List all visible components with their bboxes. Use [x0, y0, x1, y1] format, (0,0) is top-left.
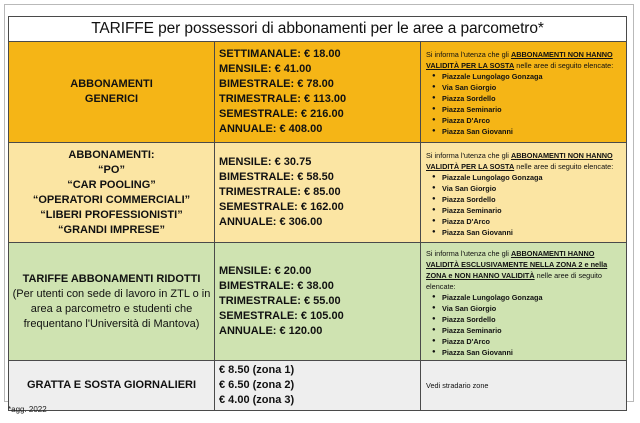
tariff-table: [8, 16, 627, 411]
table-row-special: [9, 143, 627, 243]
row-sub-line: area a parcometro e studenti che: [30, 302, 193, 315]
row-sub-line: frequentano l'Università di Mantova): [23, 317, 200, 330]
price-item: BIMESTRALE: € 78.00: [219, 78, 334, 90]
info-cell: Vedi stradario zone: [421, 361, 627, 411]
row-label-line: ABBONAMENTI: [70, 78, 153, 90]
info-bold: ABBONAMENTI NON HANNO VALIDITÀ PER LA SOSTA: [426, 50, 613, 70]
info-tail: nelle aree di seguito elencate:: [426, 270, 602, 291]
list-item: ● Piazza San Giovanni: [436, 347, 622, 358]
list-item: ● Piazza Sordello: [436, 314, 622, 325]
list-item: ● Piazzale Lungolago Gonzaga: [436, 172, 622, 183]
list-item: ● Piazza San Giovanni: [436, 126, 622, 137]
list-item: ● Via San Giorgio: [436, 82, 622, 93]
list-item: ● Piazza D'Arco: [436, 336, 622, 347]
area-list: [426, 292, 622, 358]
price-item: MENSILE: € 41.00: [219, 63, 312, 75]
price-item: ANNUALE: € 120.00: [219, 325, 323, 337]
price-item: MENSILE: € 20.00: [219, 265, 312, 277]
price-item: BIMESTRALE: € 58.50: [219, 171, 334, 183]
list-item: ● Piazza D'Arco: [436, 216, 622, 227]
price-item: TRIMESTRALE: € 113.00: [219, 93, 347, 105]
table-title: TARIFFE per possessori di abbonamenti per le aree a parcometro*: [9, 17, 627, 42]
area-list: [426, 172, 622, 238]
price-list: [215, 243, 421, 361]
list-item: ● Piazza Sordello: [436, 194, 622, 205]
price-item: BIMESTRALE: € 38.00: [219, 280, 334, 292]
price-item: TRIMESTRALE: € 85.00: [219, 186, 341, 198]
price-item: € 8.50 (zona 1): [219, 364, 295, 376]
row-label-line: “OPERATORI COMMERCIALI”: [32, 193, 191, 206]
list-item: ● Via San Giorgio: [436, 183, 622, 194]
info-cell: [421, 143, 627, 243]
list-item: ● Piazza San Giovanni: [436, 227, 622, 238]
row-label-line: “CAR POOLING”: [67, 178, 156, 191]
row-label-cell: [9, 42, 215, 143]
price-item: TRIMESTRALE: € 55.00: [219, 295, 341, 307]
info-tail: nelle aree di seguito elencate:: [516, 161, 614, 171]
price-item: MENSILE: € 30.75: [219, 156, 312, 168]
list-item: ● Piazzale Lungolago Gonzaga: [436, 71, 622, 82]
row-label-cell: [9, 243, 215, 361]
list-item: ● Piazza Seminario: [436, 325, 622, 336]
price-item: SEMESTRALE: € 105.00: [219, 310, 344, 322]
list-item: ● Via San Giorgio: [436, 303, 622, 314]
price-item: € 4.00 (zona 3): [219, 394, 295, 406]
info-intro: Si informa l'utenza che gli: [426, 50, 509, 59]
list-item: ● Piazza Seminario: [436, 104, 622, 115]
price-item: € 6.50 (zona 2): [219, 379, 295, 391]
table-row-daily: [9, 361, 627, 411]
table-row-reduced: [9, 243, 627, 361]
row-label-line: “PO”: [98, 163, 125, 176]
row-label-line: “LIBERI PROFESSIONISTI”: [40, 208, 183, 221]
info-intro: Si informa l'utenza che gli: [426, 248, 509, 258]
price-item: ANNUALE: € 306.00: [219, 216, 323, 228]
info-bold: ABBONAMENTI HANNO VALIDITÀ ESCLUSIVAMENTE NELLA ZONA 2 e nella ZONA e NON HANNO VALIDITÀ: [426, 248, 608, 280]
price-item: SEMESTRALE: € 162.00: [219, 201, 344, 213]
price-item: SETTIMANALE: € 18.00: [219, 48, 341, 60]
info-cell: [421, 42, 627, 143]
row-label-line: “GRANDI IMPRESE”: [58, 223, 165, 236]
info-tail: nelle aree di seguito elencate:: [516, 61, 614, 70]
price-list: [215, 42, 421, 143]
row-label-line: GENERICI: [84, 93, 139, 105]
table-row-generic: [9, 42, 627, 143]
area-list: [426, 71, 622, 137]
price-list: [215, 143, 421, 243]
footnote: *agg. 2022: [8, 405, 47, 414]
price-item: ANNUALE: € 408.00: [219, 123, 323, 135]
row-label-line: GRATTA E SOSTA GIORNALIERI: [26, 379, 197, 391]
row-sub-line: (Per utenti con sede di lavoro in ZTL o in: [12, 287, 211, 300]
list-item: ● Piazzale Lungolago Gonzaga: [436, 292, 622, 303]
info-intro: Si informa l'utenza che gli: [426, 150, 509, 160]
list-item: ● Piazza D'Arco: [436, 115, 622, 126]
row-label-cell: [9, 143, 215, 243]
info-cell: [421, 243, 627, 361]
row-label-cell: [9, 361, 215, 411]
price-item: SEMESTRALE: € 216.00: [219, 108, 344, 120]
price-list: [215, 361, 421, 411]
list-item: ● Piazza Sordello: [436, 93, 622, 104]
list-item: ● Piazza Seminario: [436, 205, 622, 216]
row-label-line: ABBONAMENTI:: [68, 148, 155, 161]
row-label-line: TARIFFE ABBONAMENTI RIDOTTI: [22, 272, 201, 285]
info-bold: ABBONAMENTI NON HANNO VALIDITÀ PER LA SOSTA: [426, 150, 613, 171]
